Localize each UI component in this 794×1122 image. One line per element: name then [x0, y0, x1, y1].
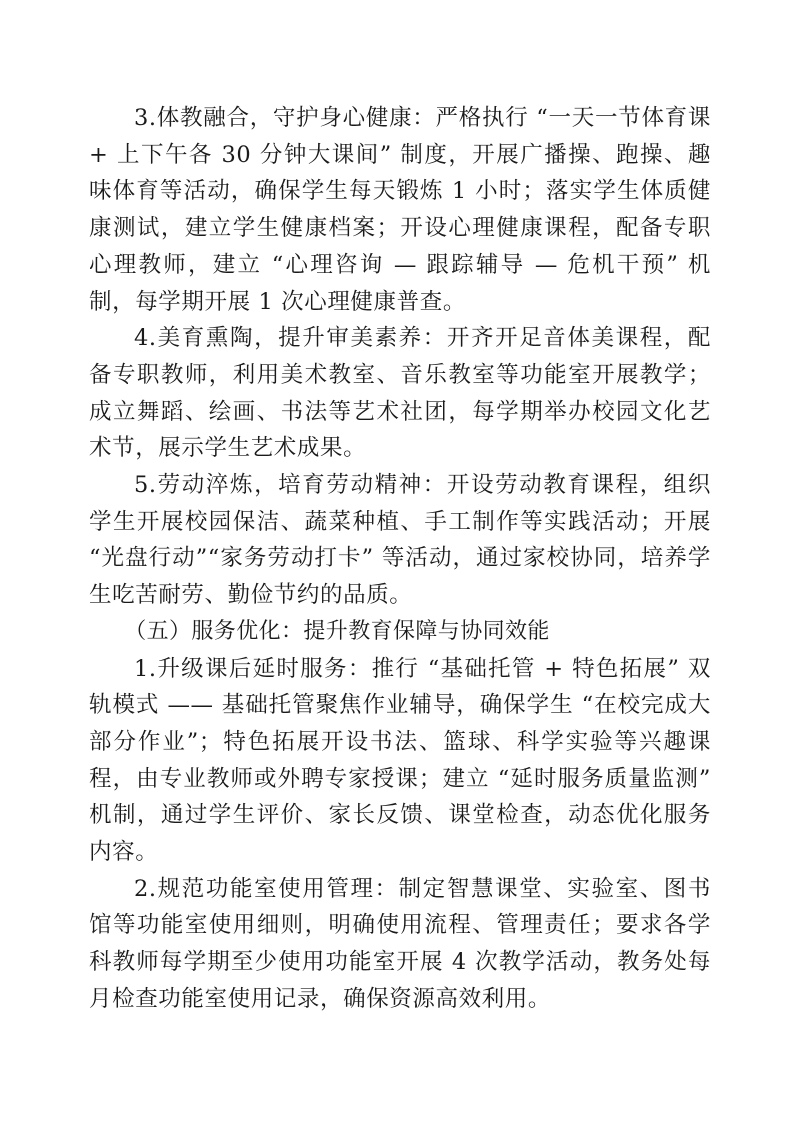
- section-heading-service-optimization: （五）服务优化：提升教育保障与协同效能: [124, 618, 550, 644]
- paragraph-sports-health: 3.体教融合，守护身心健康：严格执行 “一天一节体育课 + 上下午各 30 分钟大课间” 制度，开展广播操、跑操、趣味体育等活动，确保学生每天锻炼 1 小时；落实学生体质健康测试，建立学生健康档案；开设心理健康课程，配备专职心理教师，建立 “心理咨询 — 跟踪辅导 — 危机干预” 机制，每学期开展 1 次心理健康普查。: [89, 105, 711, 315]
- paragraph-after-school-service: 1.升级课后延时服务：推行 “基础托管 + 特色拓展” 双轨模式 —— 基础托管聚焦作业辅导，确保学生 “在校完成大部分作业”；特色拓展开设书法、篮球、科学实验等兴趣课程，由专业教师或外聘专家授课；建立 “延时服务质量监测” 机制，通过学生评价、家长反馈、课堂检查，动态优化服务内容。: [89, 655, 711, 866]
- document-body: [89, 100, 711, 1018]
- paragraph-aesthetic-education: 4.美育熏陶，提升审美素养：开齐开足音体美课程，配备专职教师，利用美术教室、音乐教室等功能室开展教学；成立舞蹈、绘画、书法等艺术社团，每学期举办校园文化艺术节，展示学生艺术成果。: [89, 325, 711, 462]
- paragraph-function-room-management: 2.规范功能室使用管理：制定智慧课堂、实验室、图书馆等功能室使用细则，明确使用流程、管理责任；要求各学科教师每学期至少使用功能室开展 4 次教学活动，教务处每月检查功能室使用记录，确保资源高效利用。: [89, 875, 711, 1012]
- paragraph-labor-education: 5.劳动淬炼，培育劳动精神：开设劳动教育课程，组织学生开展校园保洁、蔬菜种植、手工制作等实践活动；开展 “光盘行动”“家务劳动打卡” 等活动，通过家校协同，培养学生吃苦耐劳、勤俭节约的品质。: [89, 472, 711, 609]
